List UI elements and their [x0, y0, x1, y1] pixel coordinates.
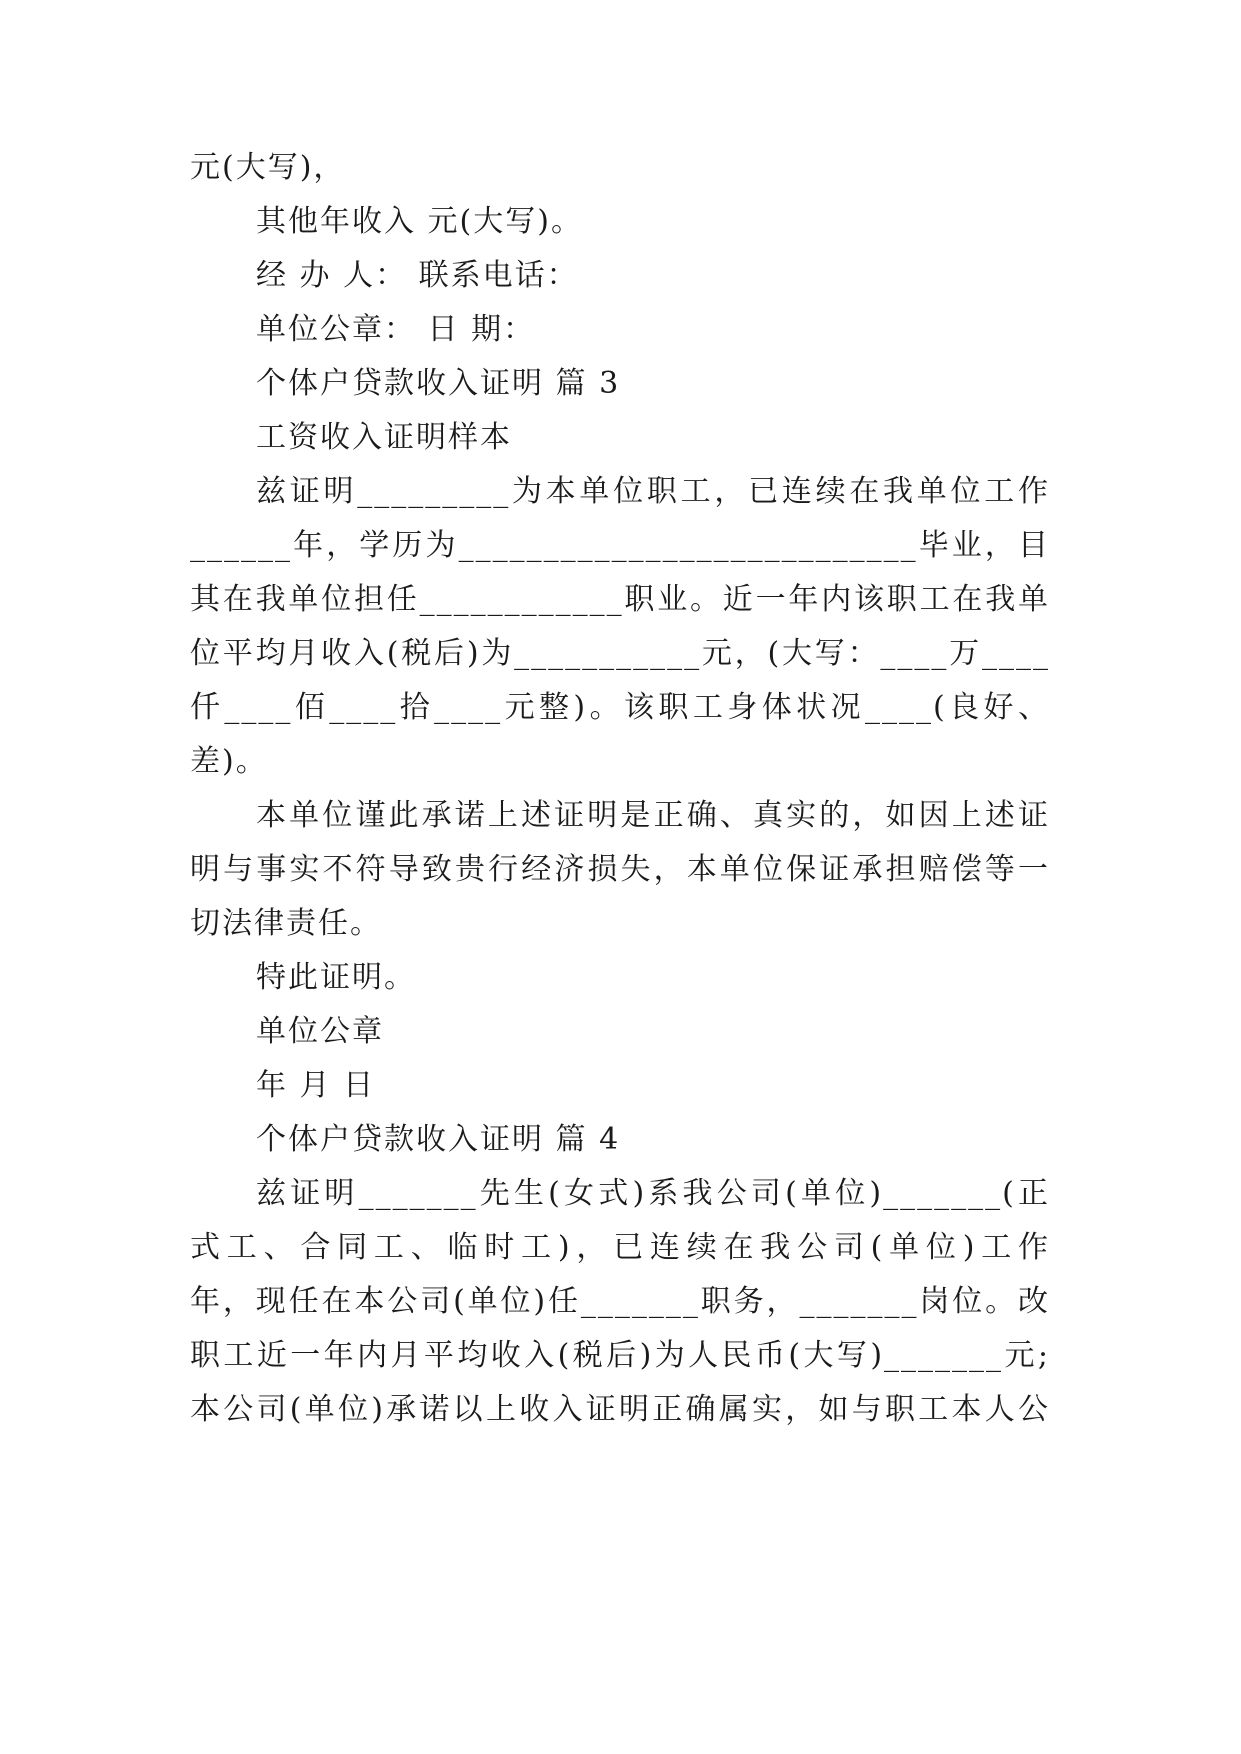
text-line: 单位公章: [256, 1014, 384, 1049]
paragraph-line: 年，现任在本公司(单位)任_______职务，_______岗位。改: [190, 1284, 1050, 1319]
section-heading: 个体户贷款收入证明 篇 4: [256, 1122, 621, 1157]
paragraph-line: 其在我单位担任____________职业。近一年内该职工在我单: [190, 582, 1050, 617]
date-line: 年 月 日: [256, 1068, 376, 1103]
text-line: 经 办 人： 联系电话：: [256, 258, 579, 293]
text-line: 单位公章： 日 期：: [256, 312, 536, 347]
document-title: 工资收入证明样本: [256, 420, 512, 455]
paragraph-line: 切法律责任。: [190, 906, 382, 941]
text-line: 元(大写)，: [190, 150, 346, 185]
text-line: 其他年收入 元(大写)。: [256, 204, 583, 239]
paragraph-line: 兹证明_________为本单位职工，已连续在我单位工作: [256, 474, 1050, 509]
paragraph-line: ______年，学历为___________________________毕业，目: [190, 528, 1050, 563]
paragraph-line: 仟____佰____拾____元整)。该职工身体状况____(良好、: [190, 690, 1050, 725]
section-heading: 个体户贷款收入证明 篇 3: [256, 366, 621, 401]
paragraph-line: 本单位谨此承诺上述证明是正确、真实的，如因上述证: [256, 798, 1050, 833]
paragraph-line: 职工近一年内月平均收入(税后)为人民币(大写)_______元;: [190, 1338, 1050, 1373]
paragraph-line: 明与事实不符导致贵行经济损失，本单位保证承担赔偿等一: [190, 852, 1050, 887]
text-line: 特此证明。: [256, 960, 416, 995]
paragraph-line: 位平均月收入(税后)为___________元，(大写：____万____: [190, 636, 1050, 671]
paragraph-line: 本公司(单位)承诺以上收入证明正确属实，如与职工本人公: [190, 1392, 1050, 1427]
paragraph-line: 式工、合同工、临时工)，已连续在我公司(单位)工作: [190, 1230, 1050, 1265]
paragraph-line: 差)。: [190, 744, 268, 779]
paragraph-line: 兹证明_______先生(女式)系我公司(单位)_______(正: [256, 1176, 1050, 1211]
